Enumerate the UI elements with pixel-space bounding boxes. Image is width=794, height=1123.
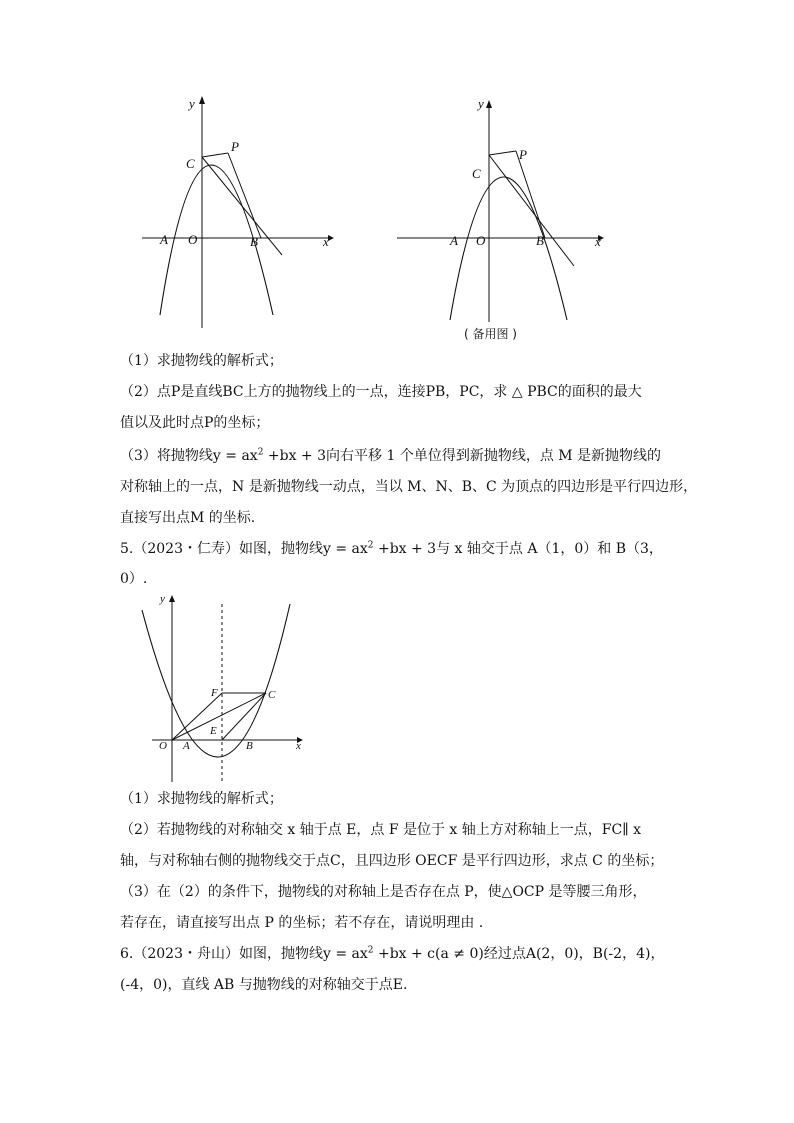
label-b: B <box>250 234 258 249</box>
p5-question-2-line-2: 轴，与对称轴右侧的抛物线交于点C，且四边形 OECF 是平行四边形，求点 C 的坐标； <box>120 853 664 869</box>
figure-2 <box>395 94 615 344</box>
segment-pc <box>202 153 228 157</box>
p4-question-3-line-1 <box>120 446 734 466</box>
p5-stem-line-1 <box>120 539 734 559</box>
p6-stem-line-2: (-4，0)，直线 AB 与抛物线的对称轴交于点E. <box>120 977 408 993</box>
label-x: x <box>323 234 329 249</box>
p6-stem-text-b: +bx + c(a ≠ 0)经过点A(2，0)，B(-2，4)， <box>373 946 665 962</box>
p5-stem-exponent: 2 <box>367 540 374 551</box>
p6-stem-line-1 <box>120 944 734 964</box>
p5-question-3-line-1: （3）在（2）的条件下，抛物线的对称轴上是否存在点 P，使△OCP 是等腰三角形， <box>120 884 647 900</box>
label-c: C <box>268 689 276 701</box>
line-bc <box>489 155 574 266</box>
label-o: O <box>159 740 167 752</box>
label-x: x <box>595 234 601 249</box>
label-y: y <box>160 593 165 605</box>
segment-pb <box>516 151 545 238</box>
label-c: C <box>186 156 195 171</box>
p5-question-3-line-2: 若存在，请直接写出点 P 的坐标；若不存在，请说明理由 . <box>120 915 484 931</box>
p4-question-3-line-3: 直接写出点M 的坐标. <box>120 510 256 526</box>
p5-stem-line-2: 0）. <box>120 571 148 587</box>
label-e: E <box>210 725 217 737</box>
figure-2-svg <box>395 94 615 344</box>
p5-stem-text-a: 5.（2023・仁寿）如图，抛物线y = ax <box>120 541 368 557</box>
label-b: B <box>246 740 253 752</box>
p4-question-1: （1）求抛物线的解析式； <box>120 353 283 369</box>
label-x: x <box>296 740 301 752</box>
figure-1-svg <box>140 90 340 330</box>
label-p: P <box>519 147 527 162</box>
figure-3-svg <box>140 592 310 787</box>
p4-question-2-line-2: 值以及此时点P的坐标； <box>120 415 270 431</box>
figure-1 <box>140 90 340 330</box>
p5-question-2-line-1: （2）若抛物线的对称轴交 x 轴于点 E，点 F 是位于 x 轴上方对称轴上一点，FC∥ x <box>120 822 642 838</box>
label-a: A <box>183 740 190 752</box>
segment-oc <box>172 693 266 740</box>
label-b: B <box>536 233 544 248</box>
line-bc <box>202 157 282 255</box>
parabola <box>450 177 567 320</box>
label-a: A <box>160 232 168 247</box>
label-f: F <box>211 687 218 699</box>
label-a: A <box>450 233 458 248</box>
segment-ec <box>222 693 266 740</box>
p5-stem-text-b: +bx + 3与 x 轴交于点 A（1，0）和 B（3， <box>373 541 663 557</box>
p4-q3-text-b: +bx + 3向右平移 1 个单位得到新抛物线，点 M 是新抛物线的 <box>263 448 662 464</box>
label-c: C <box>472 166 481 181</box>
p4-question-3-line-2: 对称轴上的一点，N 是新抛物线一动点，当以 M、N、B、C 为顶点的四边形是平行四边形， <box>120 479 698 495</box>
segment-pc <box>489 151 516 155</box>
p6-stem-exponent: 2 <box>367 945 374 956</box>
label-p: P <box>231 139 239 154</box>
p6-stem-text-a: 6.（2023・舟山）如图，抛物线y = ax <box>120 946 368 962</box>
y-axis-arrow <box>199 96 205 104</box>
figure-3 <box>140 592 310 787</box>
label-o: O <box>188 232 198 247</box>
label-y: y <box>478 96 484 111</box>
x-axis-arrow <box>328 235 334 241</box>
y-axis-arrow <box>486 100 492 108</box>
p4-question-2-line-1: （2）点P是直线BC上方的抛物线上的一点，连接PB，PC，求 △ PBC的面积的最大 <box>120 384 642 400</box>
label-y: y <box>189 96 195 111</box>
p4-q3-exponent: 2 <box>257 447 264 458</box>
p5-question-1: （1）求抛物线的解析式； <box>120 791 283 807</box>
p4-q3-text-a: （3）将抛物线y = ax <box>120 448 258 464</box>
figure-caption: ( 备用图 ) <box>464 327 517 341</box>
label-o: O <box>476 233 486 248</box>
y-axis-arrow <box>169 595 175 602</box>
